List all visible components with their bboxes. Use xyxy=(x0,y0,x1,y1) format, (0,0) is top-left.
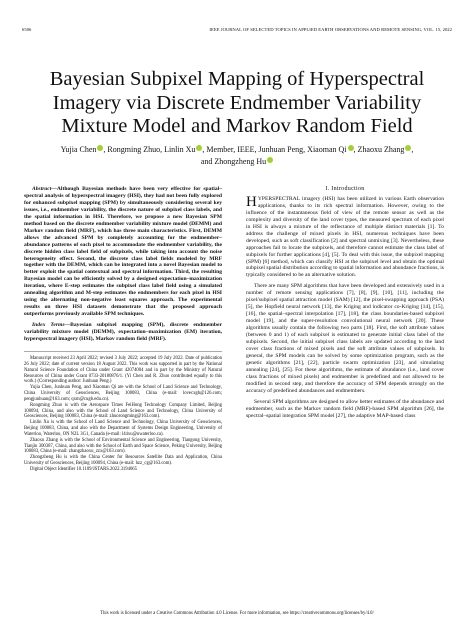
orcid-icon[interactable] xyxy=(267,157,273,163)
intro-paragraph: There are many SPM algorithms that have been developed and extensively used in a number of remote sensing applications [7], [8], [9], [10], [11], including the pixel/subpixel spatial attraction model (SAM) [12], the pixel-swapping approach (PSA) [5], the Hopfield neural network [13], the Kriging and indicator co-Kriging [14], [15], [16], the spatial–spectral interpolation [17], [18], the class boundaries-based subpixel model [19], and the super-resolution convolutional neural network [20]. These algorithms usually contain the following two parts [18]. First, the soft attribute values (between 0 and 1) of each subpixel is estimated to generate initial class label of the subpixels. Second, the initial subpixel class labels are updated according to the land cover class fractions of mixed pixels and the soft attribute values of subpixels. In general, the SPM models can be solved by some optimization program, such as the genetic algorithms [21], [22], particle swarm optimization [23], and simulating annealing [24], [25]. For these algorithms, the estimate of abundance (i.e., land cover class fractions of mixed pixels) and endmember is predefined and not allowed to be modified in second step, and therefore the accuracy of SPM depends strongly on the accuracy of predefined abundances and endmembers. xyxy=(246,283,444,394)
footnote: Rongming Zhuo is with the Aerospace Times FeiHong Technology Company Limited, Beijing 100094, China, and also with the School of Land Science and Technology, China University of Geosciences, Beijing 100083, China (e-mail: zhuorongming@163.com). xyxy=(24,402,222,420)
running-header xyxy=(22,27,452,37)
doi[interactable]: Digital Object Identifier 10.1109/JSTARS.2022.3194065 xyxy=(30,467,137,472)
intro-paragraph: Several SPM algorithms are designed to allow better estimates of the abundance and endmember, such as the Markov random field (MRF)-based SPM algorithm [26], the spectral–spatial integration SPM model [27], the adaptive MAP-based class xyxy=(246,398,444,419)
author-name: , Zhaoxu Zhang xyxy=(353,145,405,154)
index-terms-label: Index Terms— xyxy=(32,322,71,329)
page-number: 6506 xyxy=(22,27,32,32)
author-name: , xyxy=(411,145,414,154)
footnote: Linlin Xu is with the School of Land Science and Technology, China University of Geosciences, Beijing 100083, China, and also with the Department of Systems Design Engineering, University of Waterloo, Waterloo, ON N2L 3G1, Canada (e-mail: l44xu@uwaterloo.ca). xyxy=(24,420,222,437)
footnote: Manuscript received 23 April 2022; revised 3 July 2022; accepted 19 July 2022. Date of publication 26 July 2022; date of current version 18 August 2022. This work was supported in part by the National Natural Science Foundation of China under Grant 42074004 and in part by the Ministry of Natural Resources of China under Grant 0733-20180876/1. (Yi Chen and R. Zhuo contributed equally to this work.) (Corresponding author: Junhuan Peng.) xyxy=(24,355,222,385)
abstract-label: Abstract— xyxy=(32,186,57,192)
author-name: , Member, IEEE, Junhuan Peng, Xiaoman Qi xyxy=(202,145,347,154)
license-footer: This work is licensed under a Creative Commons Attribution 4.0 License. For more information, see https://creativecommons.org/licenses/by/4.0/ xyxy=(100,611,374,616)
intro-text: YPERSPECTRAL imagery (HSI) has been utilized in various Earth observation applications, thanks to its rich spectral information. However, owing to the influence of the instantaneous field of view of the remote sensor as well as the complexity and diversity of the land cover types, the measured spectrum of each pixel in HSI is always a mixture of the reflectance of multiple distinct materials [1]. To address the challenge of mixed pixels in HSI, numerous techniques have been developed, such as soft classification [2] and spectral unmixing [3]. Nevertheless, these approaches fail to locate the subpixels, and therefore cannot estimate the class label of subpixels for further applications [4], [5]. To deal with this issue, the subpixel mapping (SPM) [6] method, which can classify HSI at the subpixel level and obtain the optimal subpixel spatial distribution according to spatial information and abundance fractions, is typically considered to be an alternative solution. xyxy=(246,195,444,279)
footnote: Zhaoxu Zhang is with the School of Environmental Science and Engineering, Tiangong University, Tianjin 300387, China, and also with the School of Earth and Space Science, Peking University, Beijing 100083, China (e-mail: zhangzhaoxu_zzx@163.com). xyxy=(24,437,222,455)
right-column xyxy=(246,186,444,424)
footnotes xyxy=(24,351,222,473)
author-list xyxy=(30,144,444,168)
footnote: Zhongzheng Hu is with the China Center for Resources Satellite Data and Application, China University of Geosciences, Beijing 100094, China (e-mail: hzz_cg@163.com). xyxy=(24,455,222,467)
author-name: , Rongming Zhuo, Linlin Xu xyxy=(103,145,196,154)
dropcap: H xyxy=(246,193,257,210)
paper-title: Bayesian Subpixel Mapping of Hyperspectral Imagery via Discrete Endmember Variability Mixture Model and Markov Random Field xyxy=(49,68,425,137)
index-terms xyxy=(24,322,222,343)
footnote: Yujia Chen, Junhuan Peng, and Xiaoman Qi are with the School of Land Science and Technology, China University of Geosciences, Beijing 100083, China (e-mail: lovecxgb@126.com; pengjunhuan@163.com; qxm@cugb.edu.cn). xyxy=(24,385,222,402)
journal-name: IEEE JOURNAL OF SELECTED TOPICS IN APPLIED EARTH OBSERVATIONS AND REMOTE SENSING, VOL. 15, 2022 xyxy=(209,27,452,32)
author-name: and Zhongzheng Hu xyxy=(200,157,267,166)
abstract xyxy=(24,186,222,318)
author-name: Yujia Chen xyxy=(60,145,97,154)
section-heading: I. Introduction xyxy=(325,186,365,192)
intro-paragraph xyxy=(246,193,444,279)
abstract-text: Although Bayesian methods have been very effective for spatial–spectral analysis of hyperspectral imagery (HSI), they had not been fully explored for enhanced subpixel mapping (SPM) by simultaneously considering several key issues, i.e., endmember variability, the discrete nature of subpixel class labels, and the spatial information in HSI. Therefore, we propose a new Bayesian SPM method based on the discrete endmember variability mixture model (DEMM) and Markov random field (MRF), which has three main characteristics. First, DEMM allows the advanced SPM by completely accounting for the endmember–abundance patterns of each pixel to accommodate the endmember variability, the discrete hidden class label field of subpixels, while taking into account the noise heterogeneity effect. Second, the discrete class label fields modeled by MRF together with the DEMM, which can be integrated into a novel Bayesian model to better exploit the spatial contextual and spectral information. Third, the resulting Bayesian model can be efficiently solved by a designed expectation–maximization iteration, where E-step estimates the subpixel class label field using a simulated annealing algorithm and M-step estimates the endmembers for each pixel in HSI using the alternating non-negative least squares approach. The experimental results on three HSI datasets demonstrate that the proposed approach outperforms previously available SPM techniques. xyxy=(24,186,222,318)
left-column xyxy=(24,186,222,473)
index-terms-text: Bayesian subpixel mapping (SPM), discrete endmember variability mixture model (DEMM), expectation–maximization (EM) iteration, hyperspectral imagery (HSI), Markov random field (MRF). xyxy=(24,322,222,343)
